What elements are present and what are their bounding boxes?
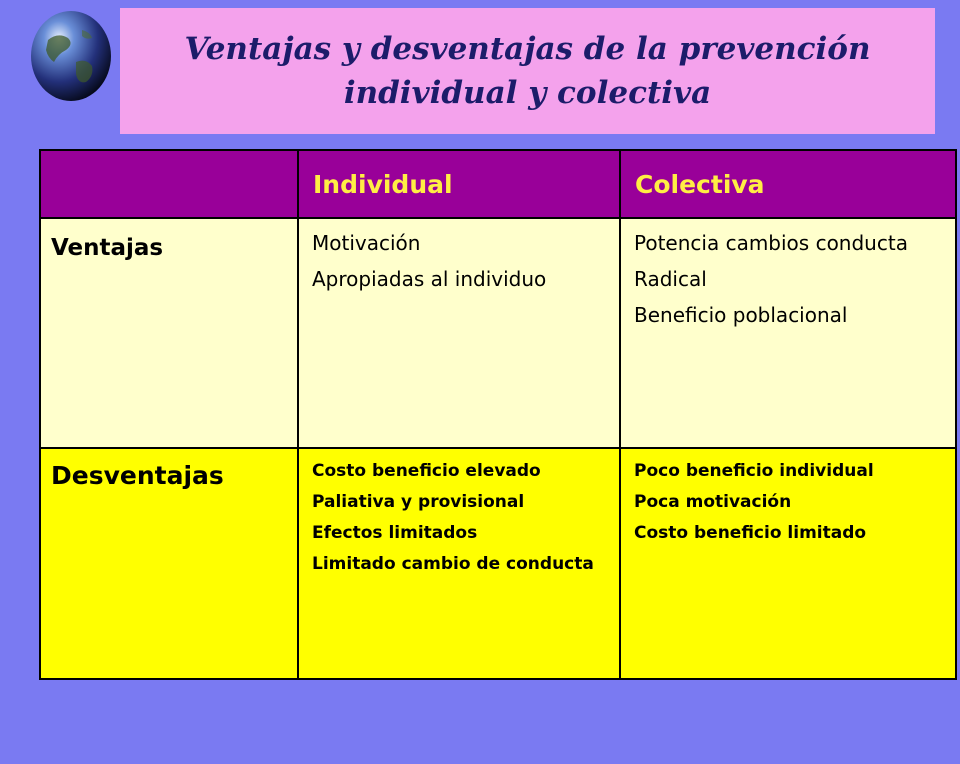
header-individual: Individual xyxy=(313,169,453,199)
table-row-ventajas xyxy=(40,218,956,448)
list-item: Limitado cambio de conducta xyxy=(312,554,594,574)
list-item: Paliativa y provisional xyxy=(312,492,525,512)
header-colectiva: Colectiva xyxy=(635,169,765,199)
header-cell-individual xyxy=(298,150,620,218)
list-item: Costo beneficio elevado xyxy=(312,461,541,481)
cell-desventajas-colectiva xyxy=(620,448,956,679)
list-item: Efectos limitados xyxy=(312,523,478,543)
row-label-ventajas: Ventajas xyxy=(51,235,164,261)
row-label-desventajas: Desventajas xyxy=(51,461,224,490)
list-item: Radical xyxy=(634,267,707,291)
list-item: Potencia cambios conducta xyxy=(634,231,908,255)
list-item: Poca motivación xyxy=(634,492,792,512)
list-item: Poco beneficio individual xyxy=(634,461,874,481)
table-row-desventajas xyxy=(40,448,956,679)
comparison-table xyxy=(39,149,957,680)
list-item: Beneficio poblacional xyxy=(634,303,848,327)
row-label-cell xyxy=(40,448,298,679)
header-cell-colectiva xyxy=(620,150,956,218)
title-line-1: Ventajas y desventajas de la prevención xyxy=(184,31,871,67)
list-item: Apropiadas al individuo xyxy=(312,267,547,291)
header-cell-empty xyxy=(40,150,298,218)
title-line-2: individual y colectiva xyxy=(343,75,712,111)
globe-icon xyxy=(30,10,112,102)
list-item: Motivación xyxy=(312,231,421,255)
cell-ventajas-colectiva xyxy=(620,218,956,448)
list-item: Costo beneficio limitado xyxy=(634,523,867,543)
cell-ventajas-individual xyxy=(298,218,620,448)
row-label-cell xyxy=(40,218,298,448)
cell-desventajas-individual xyxy=(298,448,620,679)
table-header-row xyxy=(40,150,956,218)
title-banner xyxy=(120,8,935,134)
